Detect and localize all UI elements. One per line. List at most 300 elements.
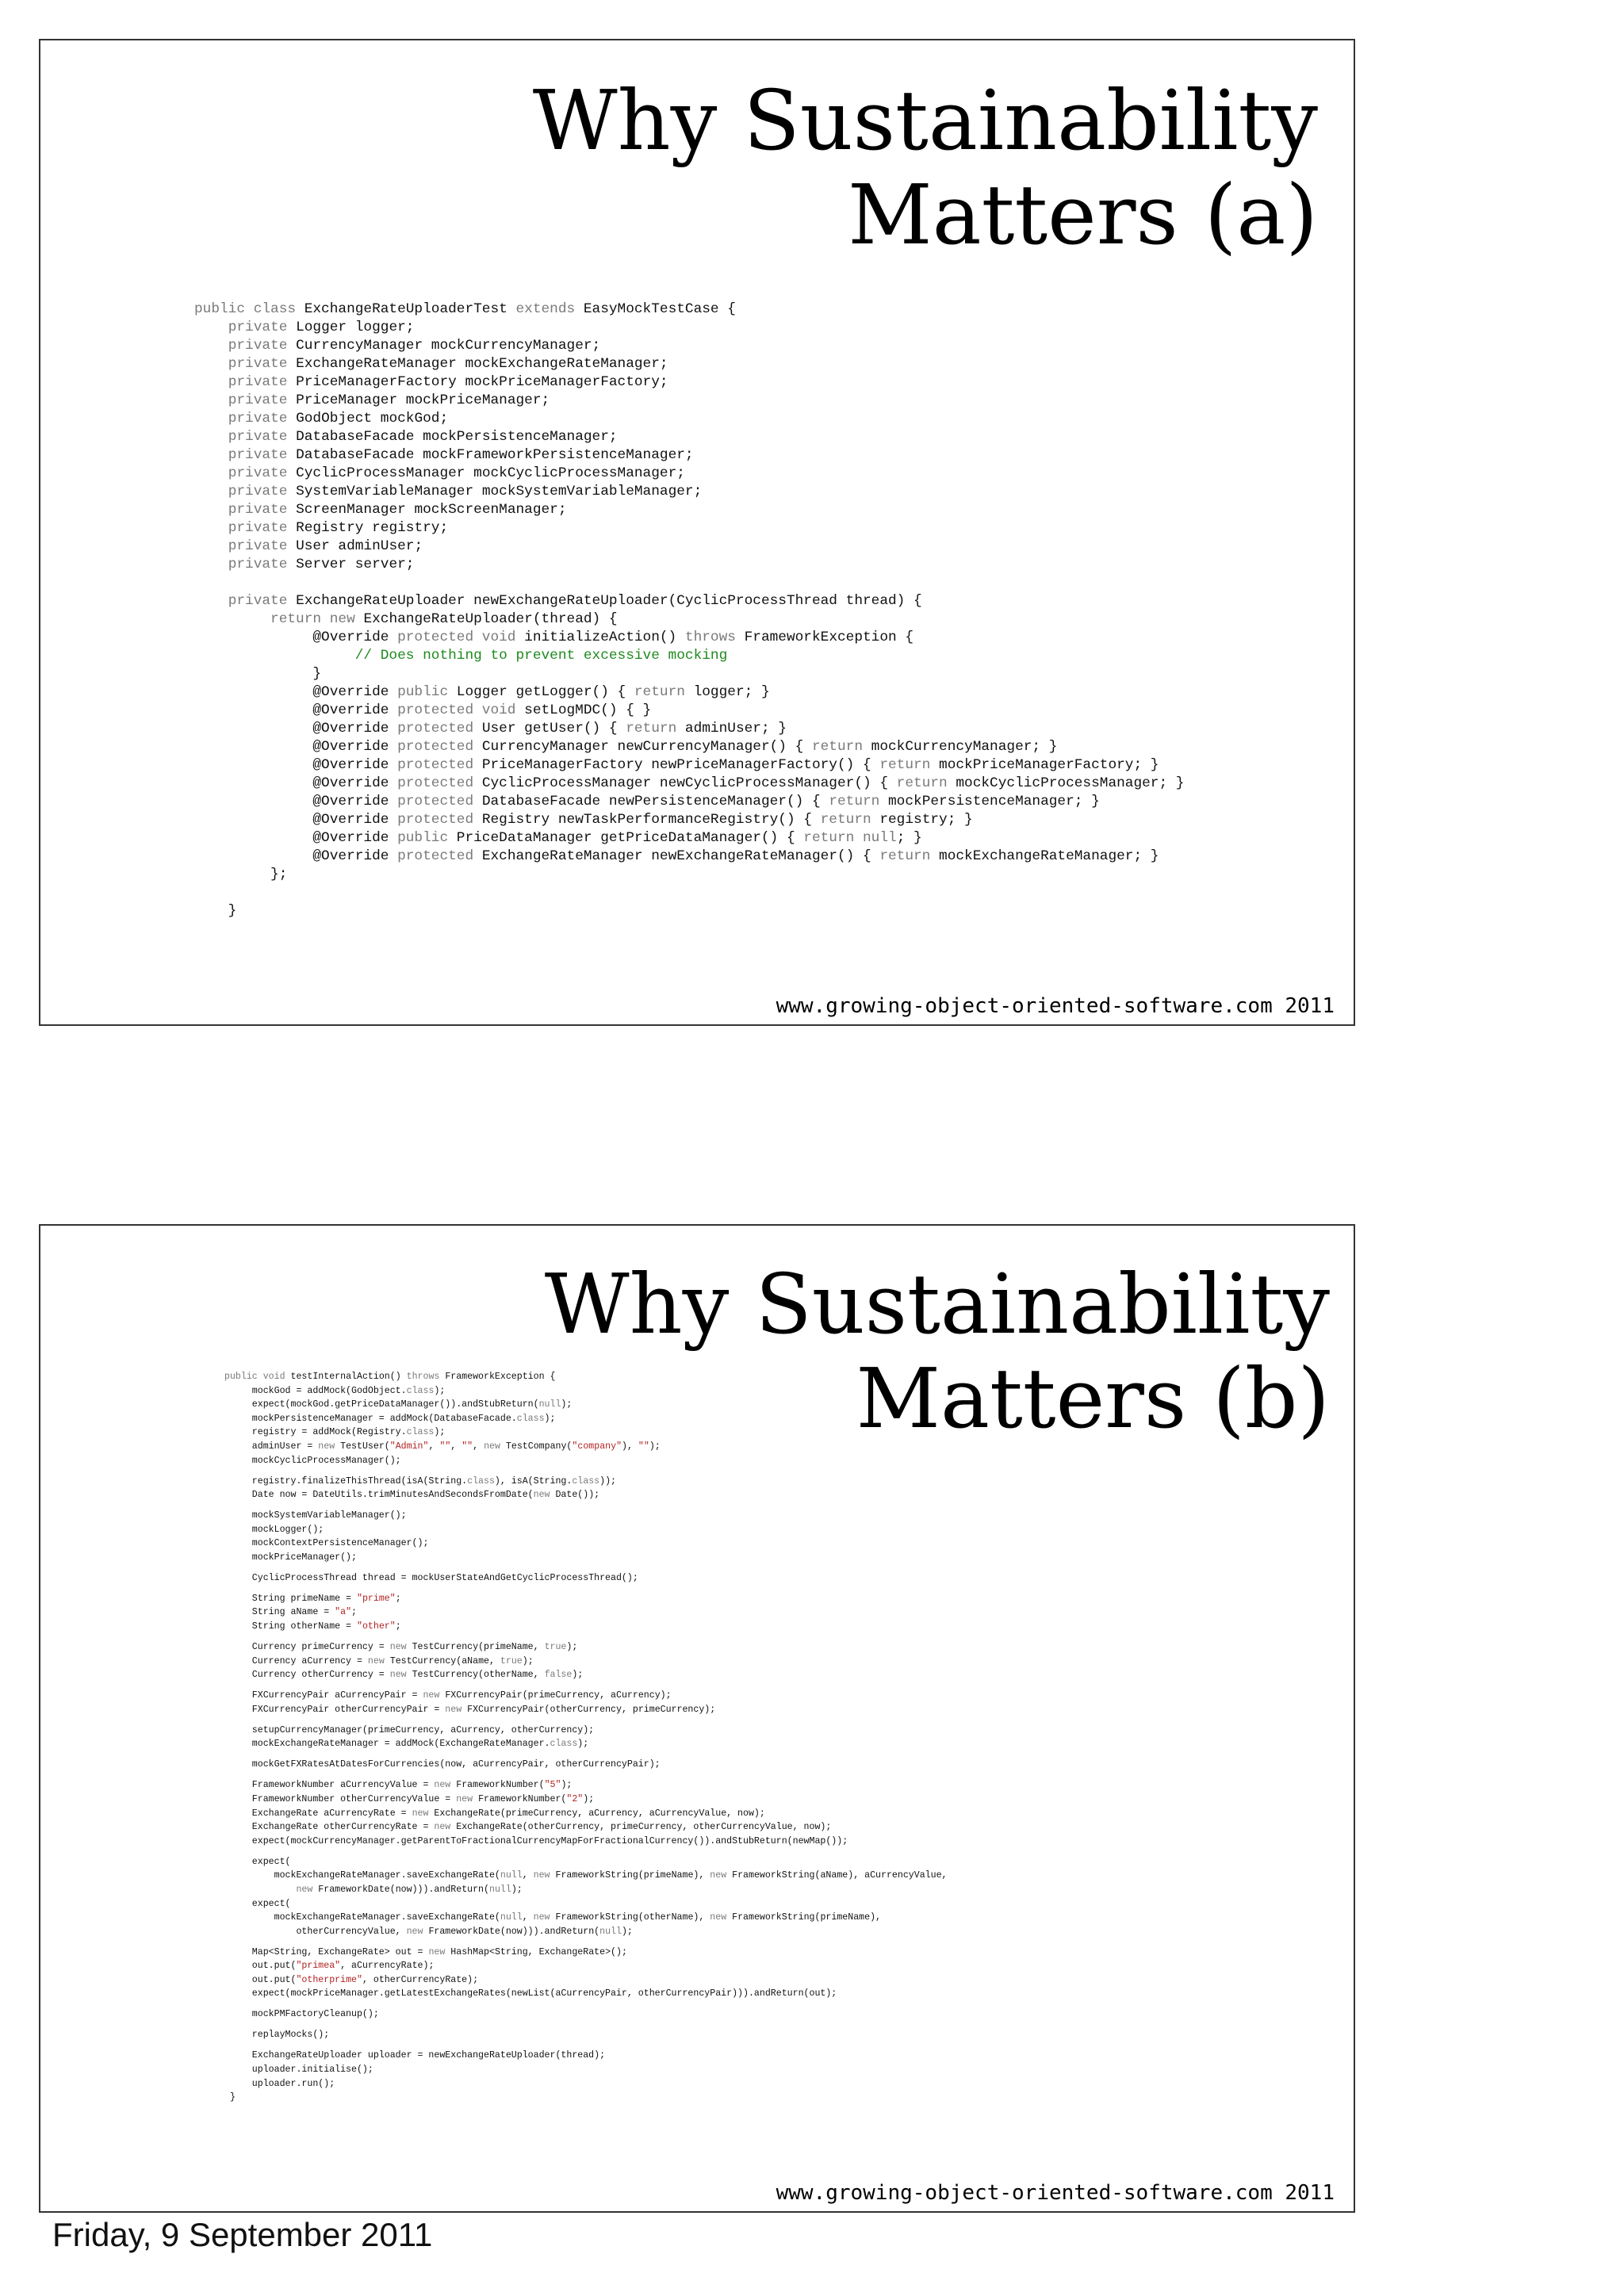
code-text: FrameworkString(otherName), bbox=[555, 1912, 710, 1923]
slide-title bbox=[545, 1257, 1330, 1445]
code-text: registry; } bbox=[879, 812, 973, 828]
code-text bbox=[194, 429, 228, 445]
code-text: Logger getLogger() { bbox=[456, 684, 634, 700]
code-keyword: protected void bbox=[397, 702, 525, 718]
code-line bbox=[224, 1523, 947, 1537]
code-text: mockLogger(); bbox=[224, 1524, 324, 1535]
code-string: "other" bbox=[356, 1621, 396, 1632]
code-keyword: new bbox=[533, 1490, 556, 1501]
code-text: FXCurrencyPair aCurrencyPair = bbox=[224, 1690, 423, 1701]
code-keyword: throws bbox=[406, 1372, 446, 1382]
code-string: "" bbox=[462, 1441, 473, 1452]
code-text bbox=[194, 557, 228, 572]
code-string: "company" bbox=[572, 1441, 622, 1452]
code-text: @Override bbox=[194, 629, 398, 645]
slide-footer-url: www.growing-object-oriented-software.com 2011 bbox=[776, 2181, 1335, 2205]
code-line bbox=[194, 592, 1184, 610]
code-line bbox=[224, 1925, 947, 1939]
code-text: expect( bbox=[224, 1856, 291, 1867]
code-keyword: protected bbox=[397, 739, 482, 755]
code-text: uploader.run(); bbox=[224, 2078, 335, 2089]
code-line bbox=[194, 519, 1184, 538]
code-text: ExchangeRate aCurrencyRate = bbox=[224, 1808, 412, 1819]
code-text: uploader.initialise(); bbox=[224, 2064, 373, 2075]
code-keyword: new bbox=[296, 1884, 319, 1895]
code-line bbox=[224, 1911, 947, 1925]
code-keyword: new bbox=[423, 1690, 446, 1701]
code-keyword: return bbox=[811, 739, 871, 755]
code-text: TestCurrency(aName, bbox=[389, 1655, 500, 1667]
code-keyword: return bbox=[829, 794, 889, 809]
code-line bbox=[224, 1807, 947, 1821]
code-text: ); bbox=[621, 1926, 633, 1937]
code-listing bbox=[224, 1370, 947, 2105]
code-line bbox=[194, 501, 1184, 519]
code-text: DatabaseFacade newPersistenceManager() { bbox=[481, 794, 829, 809]
code-line bbox=[194, 647, 1184, 665]
code-line bbox=[224, 1869, 947, 1883]
code-blank-line bbox=[224, 2042, 947, 2049]
code-text: User adminUser; bbox=[296, 538, 423, 554]
code-text: } bbox=[194, 903, 237, 919]
code-text bbox=[194, 520, 228, 536]
code-text: Currency aCurrency = bbox=[224, 1655, 368, 1667]
code-text: FrameworkString(aName), aCurrencyValue, bbox=[732, 1870, 948, 1881]
code-text bbox=[224, 1885, 296, 1895]
code-line bbox=[194, 538, 1184, 556]
code-keyword: class bbox=[406, 1385, 435, 1396]
code-text: ); bbox=[572, 1670, 584, 1681]
code-keyword: false bbox=[544, 1670, 573, 1681]
code-text: setLogMDC() { } bbox=[524, 702, 652, 718]
code-text: String primeName = bbox=[224, 1593, 357, 1604]
code-blank-line bbox=[224, 1634, 947, 1640]
code-keyword: private bbox=[228, 392, 297, 408]
code-blank-line bbox=[224, 1751, 947, 1758]
code-blank-line bbox=[224, 1772, 947, 1778]
code-text bbox=[194, 338, 228, 354]
code-line bbox=[224, 1946, 947, 1960]
code-keyword: return null bbox=[803, 830, 897, 846]
code-text: otherCurrencyValue, bbox=[224, 1926, 407, 1937]
code-keyword: new bbox=[533, 1912, 556, 1923]
code-keyword: return bbox=[879, 757, 940, 773]
code-keyword: private bbox=[228, 356, 297, 372]
code-line bbox=[194, 829, 1184, 848]
code-comment: // Does nothing to prevent excessive mocking bbox=[354, 648, 728, 664]
code-text: @Override bbox=[194, 830, 398, 846]
code-text: @Override bbox=[194, 775, 398, 791]
code-text bbox=[194, 392, 228, 408]
code-line bbox=[224, 1724, 947, 1738]
code-keyword: new bbox=[533, 1870, 556, 1881]
code-line bbox=[224, 1689, 947, 1703]
code-text: mockCurrencyManager; } bbox=[871, 739, 1058, 755]
code-keyword: class bbox=[550, 1739, 578, 1750]
code-blank-line bbox=[224, 1585, 947, 1591]
code-text: GodObject mockGod; bbox=[296, 411, 449, 427]
code-line bbox=[224, 1793, 947, 1807]
code-line bbox=[194, 683, 1184, 702]
code-text bbox=[194, 374, 228, 390]
code-keyword: new bbox=[318, 1441, 341, 1452]
code-text: )); bbox=[599, 1475, 616, 1487]
code-line bbox=[224, 1454, 947, 1468]
code-text: , aCurrencyRate); bbox=[340, 1961, 435, 1972]
code-text: @Override bbox=[194, 812, 398, 828]
code-text bbox=[194, 447, 228, 463]
code-keyword: class bbox=[467, 1475, 495, 1487]
code-line bbox=[224, 1883, 947, 1897]
code-keyword: private bbox=[228, 520, 297, 536]
code-line bbox=[194, 720, 1184, 738]
code-text: , bbox=[473, 1441, 485, 1452]
code-keyword: null bbox=[500, 1870, 523, 1881]
code-text: replayMocks(); bbox=[224, 2030, 330, 2041]
code-string: "" bbox=[439, 1441, 451, 1452]
code-text: FXCurrencyPair(primeCurrency, aCurrency); bbox=[445, 1690, 672, 1701]
code-string: "prime" bbox=[356, 1593, 396, 1604]
code-text: } bbox=[194, 666, 322, 682]
code-line bbox=[224, 1835, 947, 1849]
code-text: FrameworkException { bbox=[744, 629, 914, 645]
code-keyword: private bbox=[228, 465, 297, 481]
code-text: mockPriceManagerFactory; } bbox=[939, 757, 1159, 773]
code-blank-line bbox=[224, 1716, 947, 1723]
code-line bbox=[224, 1897, 947, 1911]
code-text: @Override bbox=[194, 684, 398, 700]
slide-title-line2: Matters (b) bbox=[856, 1349, 1330, 1447]
code-line bbox=[224, 1959, 947, 1973]
code-text: EasyMockTestCase { bbox=[583, 301, 736, 317]
slide-title-line1: Why Sustainability bbox=[532, 72, 1318, 169]
code-text: PriceManagerFactory mockPriceManagerFactory; bbox=[296, 374, 668, 390]
code-keyword: private bbox=[228, 320, 297, 335]
code-line bbox=[194, 373, 1184, 392]
code-text: mockExchangeRateManager = addMock(ExchangeRateManager. bbox=[224, 1739, 550, 1750]
code-keyword: true bbox=[500, 1655, 523, 1667]
code-line bbox=[194, 319, 1184, 337]
code-text: , otherCurrencyRate); bbox=[362, 1974, 479, 1985]
code-text: FrameworkNumber( bbox=[478, 1793, 567, 1804]
code-line bbox=[224, 1778, 947, 1793]
code-text bbox=[194, 320, 228, 335]
code-text: ExchangeRateManager newExchangeRateManager() { bbox=[481, 848, 880, 864]
code-line bbox=[194, 756, 1184, 775]
code-line bbox=[224, 1475, 947, 1489]
code-blank-line bbox=[224, 1565, 947, 1571]
code-text: , bbox=[522, 1870, 534, 1881]
code-text: TestCompany( bbox=[505, 1441, 573, 1452]
code-keyword: new bbox=[412, 1808, 435, 1819]
code-blank-line bbox=[224, 1502, 947, 1509]
code-keyword: return bbox=[896, 775, 956, 791]
code-keyword: new bbox=[434, 1822, 457, 1833]
code-line bbox=[194, 428, 1184, 446]
code-text: CyclicProcessManager mockCyclicProcessManager; bbox=[296, 465, 685, 481]
code-line bbox=[194, 300, 1184, 319]
code-text: TestCurrency(otherName, bbox=[412, 1670, 545, 1681]
code-line bbox=[224, 1488, 947, 1502]
code-text: ); bbox=[577, 1739, 589, 1750]
code-string: "5" bbox=[544, 1780, 561, 1791]
code-text: FXCurrencyPair(otherCurrency, primeCurrency); bbox=[467, 1704, 716, 1715]
code-line bbox=[224, 1640, 947, 1655]
code-text: Currency primeCurrency = bbox=[224, 1642, 390, 1653]
code-keyword: public void bbox=[224, 1372, 291, 1382]
code-text bbox=[194, 593, 228, 609]
code-line bbox=[224, 1551, 947, 1565]
code-text: FrameworkNumber aCurrencyValue = bbox=[224, 1780, 435, 1791]
code-keyword: new bbox=[389, 1670, 412, 1681]
code-text: CyclicProcessManager newCyclicProcessManager() { bbox=[481, 775, 897, 791]
slide-title-line1: Why Sustainability bbox=[544, 1256, 1330, 1353]
code-blank-line bbox=[224, 1848, 947, 1854]
code-line bbox=[224, 1855, 947, 1869]
code-blank-line bbox=[194, 574, 1184, 592]
code-line bbox=[224, 1737, 947, 1751]
code-keyword: protected bbox=[397, 812, 482, 828]
code-text: FrameworkDate(now))).andReturn( bbox=[428, 1926, 600, 1937]
code-keyword: return bbox=[820, 812, 880, 828]
code-line bbox=[224, 1620, 947, 1634]
code-line bbox=[194, 337, 1184, 355]
code-blank-line bbox=[224, 2001, 947, 2007]
code-keyword: null bbox=[488, 1884, 511, 1895]
code-line bbox=[224, 2049, 947, 2063]
code-line bbox=[224, 1536, 947, 1551]
code-keyword: throws bbox=[684, 629, 745, 645]
code-line bbox=[194, 556, 1184, 574]
code-text: ; bbox=[395, 1593, 401, 1604]
code-keyword: null bbox=[599, 1926, 622, 1937]
code-text: @Override bbox=[194, 739, 398, 755]
code-line bbox=[194, 793, 1184, 811]
code-text bbox=[194, 502, 228, 518]
code-string: "" bbox=[638, 1441, 649, 1452]
code-text: Server server; bbox=[296, 557, 415, 572]
code-text: ), isA(String. bbox=[494, 1475, 573, 1487]
code-text: Registry newTaskPerformanceRegistry() { bbox=[481, 812, 821, 828]
slide-title bbox=[533, 74, 1318, 262]
code-text: FXCurrencyPair otherCurrencyPair = bbox=[224, 1704, 446, 1715]
code-text: User getUser() { bbox=[481, 721, 626, 737]
code-keyword: new bbox=[367, 1655, 390, 1667]
code-keyword: null bbox=[500, 1912, 523, 1923]
code-text bbox=[194, 465, 228, 481]
code-keyword: return new bbox=[270, 611, 364, 627]
code-blank-line bbox=[194, 884, 1184, 902]
code-line bbox=[194, 738, 1184, 756]
code-text bbox=[194, 411, 228, 427]
code-line bbox=[224, 1973, 947, 1988]
code-text: ScreenManager mockScreenManager; bbox=[296, 502, 567, 518]
code-keyword: private bbox=[228, 557, 297, 572]
code-text: }; bbox=[194, 867, 288, 882]
code-blank-line bbox=[224, 1938, 947, 1945]
code-line bbox=[194, 483, 1184, 501]
code-line bbox=[224, 1987, 947, 2001]
code-keyword: class bbox=[406, 1427, 435, 1438]
code-line bbox=[194, 446, 1184, 465]
code-text: ExchangeRateUploader newExchangeRateUploader(CyclicProcessThread thread) { bbox=[296, 593, 922, 609]
code-text: adminUser = bbox=[224, 1441, 319, 1452]
code-string: "primea" bbox=[296, 1961, 341, 1972]
code-text: mockPMFactoryCleanup(); bbox=[224, 2009, 379, 2020]
code-line bbox=[194, 355, 1184, 373]
code-text bbox=[194, 538, 228, 554]
code-blank-line bbox=[224, 1682, 947, 1689]
code-text: SystemVariableManager mockSystemVariableManager; bbox=[296, 484, 703, 499]
code-text: mockExchangeRateManager.saveExchangeRate( bbox=[224, 1870, 500, 1881]
code-keyword: public bbox=[397, 684, 457, 700]
code-text: CyclicProcessThread thread = mockUserStateAndGetCyclicProcessThread(); bbox=[224, 1572, 638, 1583]
code-line bbox=[224, 1703, 947, 1717]
code-line bbox=[224, 1758, 947, 1772]
code-text: @Override bbox=[194, 794, 398, 809]
code-keyword: return bbox=[634, 684, 694, 700]
code-text: mockPersistenceManager = addMock(DatabaseFacade. bbox=[224, 1413, 517, 1424]
code-text: ); bbox=[649, 1441, 661, 1452]
code-keyword: new bbox=[710, 1870, 733, 1881]
code-text: FrameworkException { bbox=[445, 1372, 556, 1382]
code-text: FrameworkString(primeName), bbox=[732, 1912, 881, 1923]
code-line bbox=[194, 410, 1184, 428]
code-text: , bbox=[522, 1912, 534, 1923]
code-text: logger; } bbox=[693, 684, 770, 700]
code-keyword: protected void bbox=[397, 629, 525, 645]
code-text: DatabaseFacade mockPersistenceManager; bbox=[296, 429, 618, 445]
code-text: Currency otherCurrency = bbox=[224, 1670, 390, 1681]
code-text: mockPriceManager(); bbox=[224, 1552, 357, 1563]
slide-footer-url: www.growing-object-oriented-software.com 2011 bbox=[776, 994, 1335, 1018]
code-text: mockGetFXRatesAtDatesForCurrencies(now, aCurrencyPair, otherCurrencyPair); bbox=[224, 1759, 661, 1770]
code-keyword: new bbox=[434, 1780, 457, 1791]
code-line bbox=[224, 2077, 947, 2091]
code-text: @Override bbox=[194, 702, 398, 718]
code-text: mockExchangeRateManager.saveExchangeRate( bbox=[224, 1912, 500, 1923]
code-text: mockContextPersistenceManager(); bbox=[224, 1538, 429, 1549]
code-text: PriceManager mockPriceManager; bbox=[296, 392, 550, 408]
slide-a bbox=[39, 39, 1355, 1026]
code-line bbox=[194, 702, 1184, 720]
code-text: ; bbox=[395, 1621, 401, 1632]
code-line bbox=[194, 811, 1184, 829]
code-keyword: public bbox=[397, 830, 457, 846]
code-text: registry.finalizeThisThread(isA(String. bbox=[224, 1475, 468, 1487]
code-keyword: class bbox=[516, 1413, 545, 1424]
code-text: out.put( bbox=[224, 1961, 297, 1972]
code-text: initializeAction() bbox=[524, 629, 685, 645]
code-keyword: private bbox=[228, 338, 297, 354]
code-keyword: new bbox=[428, 1946, 451, 1957]
code-text: @Override bbox=[194, 721, 398, 737]
code-keyword: protected bbox=[397, 721, 482, 737]
code-text bbox=[194, 356, 228, 372]
code-text: PriceDataManager getPriceDataManager() { bbox=[456, 830, 804, 846]
code-text: FrameworkString(primeName), bbox=[555, 1870, 710, 1881]
code-keyword: new bbox=[456, 1793, 479, 1804]
code-keyword: private bbox=[228, 484, 297, 499]
code-text bbox=[194, 611, 270, 627]
code-text: ExchangeRate(otherCurrency, primeCurrency, otherCurrencyValue, now); bbox=[456, 1822, 832, 1833]
code-keyword: private bbox=[228, 447, 297, 463]
code-text: mockGod = addMock(GodObject. bbox=[224, 1385, 407, 1396]
code-keyword: null bbox=[538, 1399, 561, 1410]
code-line bbox=[194, 902, 1184, 920]
code-line bbox=[194, 665, 1184, 683]
code-line bbox=[194, 392, 1184, 410]
code-keyword: private bbox=[228, 502, 297, 518]
code-string: "Admin" bbox=[389, 1441, 429, 1452]
code-text: expect(mockGod.getPriceDataManager()).andStubReturn( bbox=[224, 1399, 539, 1410]
code-text: FrameworkNumber( bbox=[456, 1780, 545, 1791]
code-text: ExchangeRateManager mockExchangeRateManager; bbox=[296, 356, 668, 372]
code-keyword: new bbox=[710, 1912, 733, 1923]
code-text: ; } bbox=[896, 830, 922, 846]
code-blank-line bbox=[224, 1468, 947, 1474]
code-text: ExchangeRateUploaderTest bbox=[304, 301, 516, 317]
page-footer-date: Friday, 9 September 2011 bbox=[52, 2216, 433, 2253]
code-text: setupCurrencyManager(primeCurrency, aCurrency, otherCurrency); bbox=[224, 1724, 595, 1735]
code-line bbox=[224, 1655, 947, 1669]
code-text: ); bbox=[544, 1413, 556, 1424]
code-keyword: protected bbox=[397, 794, 482, 809]
code-keyword: extends bbox=[515, 301, 584, 317]
code-text: mockCyclicProcessManager(); bbox=[224, 1455, 401, 1466]
code-text: ), bbox=[622, 1441, 638, 1452]
code-line bbox=[224, 1668, 947, 1682]
code-text: ExchangeRate otherCurrencyRate = bbox=[224, 1822, 435, 1833]
code-text: ); bbox=[522, 1655, 534, 1667]
code-listing bbox=[194, 300, 1184, 920]
slide-title-line2: Matters (a) bbox=[848, 166, 1318, 263]
code-keyword: protected bbox=[397, 757, 482, 773]
code-text: , bbox=[450, 1441, 462, 1452]
code-text: mockCyclicProcessManager; } bbox=[956, 775, 1185, 791]
code-text: expect(mockPriceManager.getLatestExchangeRates(newList(aCurrencyPair, otherCurrencyPair))).andReturn(out); bbox=[224, 1988, 837, 1999]
code-line bbox=[224, 2028, 947, 2042]
code-text: registry = addMock(Registry. bbox=[224, 1427, 407, 1438]
code-line bbox=[194, 775, 1184, 793]
code-line bbox=[224, 2091, 947, 2105]
code-keyword: new bbox=[406, 1926, 429, 1937]
code-keyword: new bbox=[389, 1642, 412, 1653]
code-text: ); bbox=[561, 1399, 573, 1410]
code-text: ); bbox=[434, 1385, 446, 1396]
code-keyword: class bbox=[572, 1475, 600, 1487]
code-keyword: return bbox=[626, 721, 685, 737]
code-line bbox=[194, 848, 1184, 866]
code-line bbox=[194, 629, 1184, 647]
code-keyword: public class bbox=[194, 301, 304, 317]
code-text: FrameworkNumber otherCurrencyValue = bbox=[224, 1793, 457, 1804]
code-text: CurrencyManager mockCurrencyManager; bbox=[296, 338, 601, 354]
code-string: "2" bbox=[566, 1793, 584, 1804]
code-text: ; bbox=[351, 1607, 357, 1618]
code-text: ); bbox=[434, 1427, 446, 1438]
code-text: Registry registry; bbox=[296, 520, 449, 536]
code-text bbox=[194, 484, 228, 499]
code-text: ExchangeRateUploader(thread) { bbox=[363, 611, 618, 627]
code-text: mockPersistenceManager; } bbox=[888, 794, 1100, 809]
code-text: out.put( bbox=[224, 1974, 297, 1985]
code-keyword: protected bbox=[397, 848, 482, 864]
code-line bbox=[224, 1605, 947, 1620]
code-text: String otherName = bbox=[224, 1621, 357, 1632]
code-text: TestCurrency(primeName, bbox=[412, 1642, 545, 1653]
code-text: CurrencyManager newCurrencyManager() { bbox=[481, 739, 812, 755]
